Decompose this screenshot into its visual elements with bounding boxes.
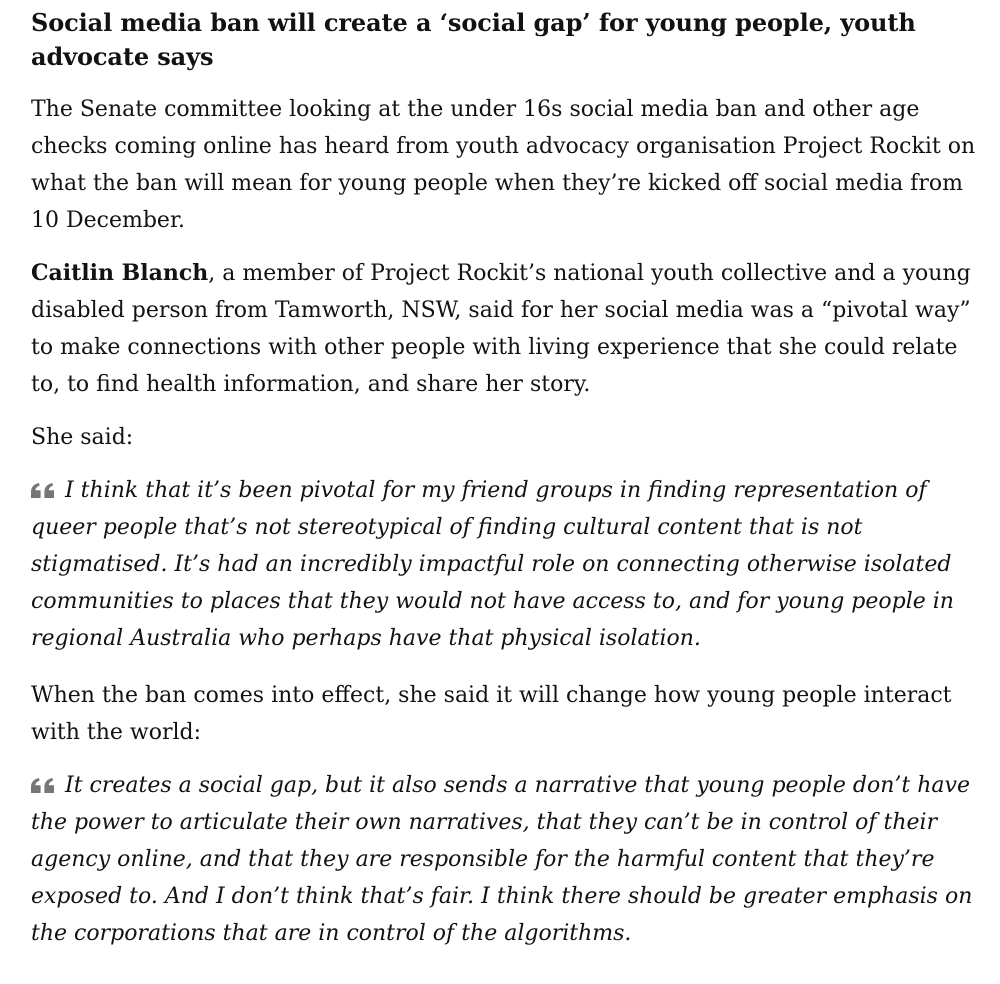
- quote-marks-icon: [31, 767, 56, 804]
- she-said-line: She said:: [31, 425, 134, 450]
- quote-1-text: I think that it’s been pivotal for my friend groups in finding representation of queer people that’s not stereotypical of finding cultural content that is not stigmatised. It’s had an incredibly impactful role on connecting otherwise isolated communities to places that they would not have access to, and for young people in regional Australia who perhaps have that physical isolation.: [31, 478, 954, 651]
- quote-marks-icon: [31, 472, 56, 509]
- blockquote-1: [31, 472, 976, 657]
- speaker-name: Caitlin Blanch: [31, 260, 209, 286]
- quote-2-text: It creates a social gap, but it also sends a narrative that young people don’t have the power to articulate their own narratives, that they can’t be in control of their agency online, and that they are responsible for the harmful content that they’re exposed to. And I don’t think that’s fair. I think there should be greater emphasis on the corporations that are in control of the algorithms.: [31, 773, 973, 946]
- article-headline: Social media ban will create a ‘social gap’ for young people, youth advocate says: [31, 8, 916, 71]
- speaker-description: , a member of Project Rockit’s national youth collective and a young disabled person from Tamworth, NSW, said for her social media was a “pivotal way” to make connections with other people with living experience that she could relate to, to find health information, and share her story.: [31, 261, 971, 397]
- speaker-paragraph: [31, 255, 976, 403]
- transition-paragraph: When the ban comes into effect, she said it will change how young people interact with the world:: [31, 683, 952, 745]
- intro-paragraph: The Senate committee looking at the under 16s social media ban and other age checks coming online has heard from youth advocacy organisation Project Rockit on what the ban will mean for young people when they’re kicked off social media from 10 December.: [31, 97, 976, 233]
- blockquote-2: [31, 767, 976, 952]
